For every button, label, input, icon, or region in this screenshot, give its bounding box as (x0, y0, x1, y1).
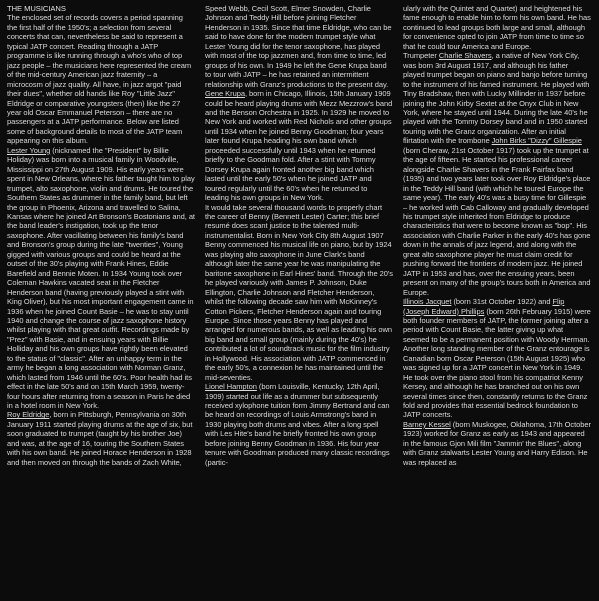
paragraph-text: , born in Pittsburgh, Pennsylvania on 30th January 1911 started playing drums at the age of six, but soon graduated to trumpet (taught by his brother Joe) and was, at the age of 16, touring the Southern States with his own band. He joined Horace Henderson in 1928 and then moved on through the bands of Zach White, (7, 410, 193, 467)
paragraph-text: ularly with the Quintet and Quartet) and heightened his fame enough to enable him to form his own band. He has continued to lead groups both large and small, although for convenience opted to join JATP from time to time so that he could tour America and Europe. (403, 4, 591, 51)
musician-name: Gene Krupa (205, 89, 245, 99)
musician-name: Lester Young (7, 145, 51, 155)
musician-name: Charlie Shavers (438, 51, 492, 61)
paragraph-text: The enclosed set of records covers a period spanning the first half of the 1950's; a selection from several concerts that can, nevertheless be said to represent a typical JATP concert. Reading through a JATP programme is like running through a who's who of top jazz people – the musicians here represented the cream of the mid-century American jazz fraternity – a microcosm of jazz quality. All have, in jazz argot "paid their dues", whether old hands like Roy "Little Jazz" Eldridge or comparative youngsters (then) like the 27 year old Oscar Emmanuel Peterson – there are no passengers at a JATP performance. Below are listed some of background details to most of the JATP team appearing on this album. (7, 13, 192, 146)
column-1-body (7, 13, 195, 467)
paragraph (7, 410, 195, 467)
column-2-body (205, 4, 393, 467)
musician-name: Lionel Hampton (205, 382, 257, 392)
paragraph-text: (born Louisville, Kentucky, 12th April, 1909) started out life as a drummer but subsequently received xylophone tuition form Jimmy Bertrand and can be heard on recordings of Louis Armstrong's band in 1930 playing both drums and vibes. After a long spell with Les Hite's band he briefly fronted his own group before joining Benny Goodman in 1936. His four year tenure with Goodman produced many classic recordings (partic- (205, 382, 390, 467)
column-3 (403, 4, 591, 601)
musician-name: Barney Kessel (403, 419, 451, 429)
paragraph (205, 89, 393, 202)
paragraph (403, 420, 591, 467)
column-1 (7, 4, 195, 601)
paragraph-text: (born 26th February 1915) were both founder members of JATP, the former joining after a period with Count Basie, the latter giving up what seemed to be a permanent position with Woody Herman. Another long standing member of the Granz entourage is Canadian born Oscar Peterson (15th August 1925) who was signed up for a JATP concert in New York in 1949. He took over the piano stool from his compatriot Kenny Kersey, and although he has branched out on his own several times since then, constantly returns to the Granz fold and provides that essential bedrock foundation to JATP concerts. (403, 306, 591, 420)
musician-name: Illinois Jacquet (403, 297, 452, 307)
column-3-body (403, 4, 591, 467)
paragraph-text: (nicknamed the "President" by Billie Holiday) was born into a musical family in Woodville, Mississippi on 27th August 1909. His early years were spent in New Orleans, where his father taught him to play trumpet, alto saxophone, violin and drums. He toured the Southern States as drummer in the family band, but left the group in Phoenix, Arizona and travelled to Salina, Kansas where he joined Art Bronson's Bostonians and, at the band leader's instigation, took up the tenor saxophone. After vacillating between his family's band and Bronson's group during the late "twenties", Young gigged with various groups and could be heard at the outset of the 30's playing with Frank Hines, Eddie Barefield and Bennie Moten. In 1934 Young took over Coleman Hawkins vacated seat in the Fletcher Henderson band (having previously played a stint with King Oliver), but his most important engagement came in 1936 when he joined Count Basie – he was to stay until 1940 and change the course of jazz saxophone history whilst playing with that great outfit. Recordings made by "Prez" with Basie, and in ensuing years with Billie Holliday and his own groups have rightly been elevated to the status of "classic". After an unhappy term in the army he began a long association with Norman Granz, which lasted from 1946 until the 60's. Poor health had its effect in the late 50's and on 15th March 1959, twenty-four hours after returning from a season in Paris he died in a hotel room in New York. (7, 145, 195, 411)
paragraph (403, 51, 591, 297)
paragraph (205, 203, 393, 383)
column-2 (205, 4, 393, 601)
paragraph (403, 4, 591, 51)
paragraph (7, 13, 195, 145)
paragraph (7, 146, 195, 411)
paragraph (205, 4, 393, 89)
musician-name: Flip (Joseph Edward) Phillips (403, 297, 565, 316)
paragraph-text: Speed Webb, Cecil Scott, Elmer Snowden, Charlie Johnson and Teddy Hill before joining Fletcher Henderson in 1935. Since that time Eldridge, who can be said to have done for the modern trumpet style what Lester Young did for the tenor saxophone, has played with most of the top jazzmen and, from time to time, led groups of his own. In 1949 he left the Gene Krupa band to tour with JATP – he has retained an intermittent relationship with Granz's productions to the present day. (205, 4, 392, 89)
musician-name: John Birks "Dizzy" Gillespie (491, 136, 582, 146)
musician-name: Roy Eldridge (7, 410, 50, 420)
paragraph-text: It would take several thousand words to properly chart the career of Benny (Bennett Lester) Carter; this brief resumé does scant justice to the talented multi-instrumentalist. Born in New York City 8th August 1907 Benny commenced his musical life on piano, but by 1924 was playing alto saxophone in June Clark's band although later the same year he was manipulating the baritone saxophone in Earl Hines' band. Through the 20's he played variously with James P. Johnson, Duke Ellington, Charlie Johnson and Fletcher Henderson, whilst the following decade saw him with McKinney's Cotton Pickers, Fletcher Henderson again and touring Europe. Since those years Benny has played and arranged for numerous bands, as well as leading his own big band and small group (mainly during the 40's) he contributed a lot of soundtrack music for the film industry in Hollywood. His association with JATP commenced in the early 50's, a connexion he has maintained until the mid-seventies. (205, 202, 393, 382)
paragraph-text: (born Cheraw, 21st October 1917) took up the trumpet at the age of fifteen. He started his professional career alongside Charlie Shavers in the Frank Fairfax band (1935) and two years later took over Roy Eldridge's place in the Teddy Hill band (with which he toured Europe the same year). The early 40's was a busy time for Gillespie – he worked with Cab Calloway and gradually developed his trumpet style inherited from Eldridge to produce characteristics that were to become known as "bop". His association with Charlie Parker in the early 40's has gone down in the annals of jazz legend, and along with the great alto saxophone player he must claim credit for pushing forward the frontiers of modern jazz. He joined JATP in 1953 and has, over the ensuing years, been present on many of the group's tours both in America and Europe. (403, 145, 591, 297)
section-heading: THE MUSICIANS (7, 4, 66, 13)
paragraph (205, 382, 393, 467)
paragraph-text: , born in Chicago, Illinois, 15th January 1909 could be heard playing drums with Mezz Mezzrow's band and the Benson Orchestra in 1925. In 1929 he moved to New York and worked with Red Nichols and other groups until 1934 when he joined Benny Goodman; four years later found Krupa heading his own band which proceeded successfully until 1943 when he returned briefly to the Goodman fold. After a stint with Tommy Dorsey Krupa again fronted another big band which lasted until the early 50's when he joined JATP and toured regularly until the 60's when he returned to leading his own groups in New York. (205, 89, 393, 203)
paragraph-text: (born Muskogee, Oklahoma, 17th October 1923) worked for Granz as early as 1943 and appeared in the famous Gjon Mili film "Jammin' the Blues", along with Granz stalwarts Lester Young and Harry Edison. He was replaced as (403, 419, 591, 467)
paragraph-text: , a native of New York City, was born 3rd August 1917, and although his father played trumpet began on piano and banjo before turning to the instrument of his famed instrument. He played with Tiny Bradshaw, then with Lucky Millinder in 1937 before joining the John Kirby Sextet at the Onyx Club in New York, where he stayed until 1944. During the late 40's he played with the Tommy Dorsey band and in 1950 started touring with the Granz organization. After an initial flirtation with the trombone (403, 51, 590, 146)
paragraph-text: Trumpeter (403, 51, 439, 61)
paragraph-text: (born 31st October 1922) and (451, 297, 553, 307)
paragraph (403, 297, 591, 420)
